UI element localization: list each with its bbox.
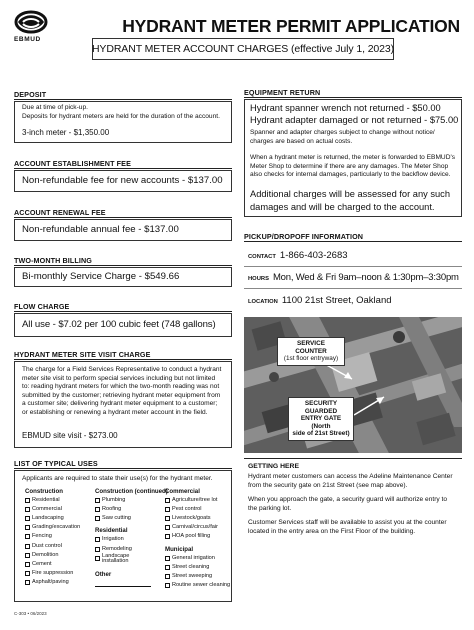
- uses-commercial-head: Commercial: [165, 488, 200, 495]
- use-option[interactable]: General irrigation: [165, 554, 230, 563]
- flow-rule: [14, 311, 232, 312]
- security-gate-callout: SECURITY GUARDED ENTRY GATE (North side of 21st Street): [288, 397, 354, 441]
- getting-here-p2: When you approach the gate, a security guard will authorize entry to the parking lot.: [248, 496, 448, 512]
- checkbox-icon[interactable]: [25, 534, 30, 539]
- use-option[interactable]: Irrigation: [95, 535, 168, 544]
- charges-note-line: charges are based on actual costs.: [250, 137, 353, 145]
- use-option[interactable]: Carnival/circus/fair: [165, 523, 230, 532]
- spanner-charge: Hydrant spanner wrench not returned - $50.00: [250, 103, 441, 113]
- getting-here-rule: [244, 458, 462, 459]
- use-option[interactable]: Livestock/goats: [165, 514, 230, 523]
- location-row: [248, 295, 392, 306]
- return-note-line: also checks for internal damages, particularly to the backflow device.: [250, 171, 451, 179]
- equipment-return-box: [244, 99, 462, 217]
- location-text: 1100 21st Street, Oakland: [281, 295, 392, 306]
- additional-charges: [250, 188, 450, 213]
- site-visit-line: submitted by the customer; retrieving hydrant meter equipment from: [22, 391, 221, 399]
- checkbox-icon[interactable]: [165, 516, 170, 521]
- deposit-amount: 3-inch meter - $1,350.00: [22, 128, 110, 137]
- billing-rule: [14, 265, 232, 266]
- site-visit-line: The charge for a Field Services Representative to conduct a hydrant: [22, 366, 222, 373]
- checkbox-icon[interactable]: [95, 498, 100, 503]
- checkbox-icon[interactable]: [25, 562, 30, 567]
- site-visit-description: [22, 366, 221, 418]
- site-visit-box: [14, 361, 232, 448]
- checkbox-icon[interactable]: [165, 565, 170, 570]
- checkbox-icon[interactable]: [25, 553, 30, 558]
- uses-instruction: Applicants are required to state their use(s) for the hydrant meter.: [22, 475, 213, 482]
- checkbox-icon[interactable]: [95, 556, 100, 561]
- billing-charge: Bi-monthly Service Charge - $549.66: [22, 271, 180, 282]
- use-option[interactable]: Asphalt/paving: [25, 578, 80, 587]
- site-visit-rule: [14, 359, 232, 360]
- checkbox-icon[interactable]: [25, 544, 30, 549]
- deposit-title: DEPOSIT: [14, 90, 47, 99]
- checkbox-icon[interactable]: [165, 574, 170, 579]
- getting-here-title: GETTING HERE: [248, 463, 299, 470]
- checkbox-icon[interactable]: [165, 525, 170, 530]
- checkbox-icon[interactable]: [25, 507, 30, 512]
- site-visit-amount: EBMUD site visit - $273.00: [22, 431, 118, 440]
- site-visit-title: HYDRANT METER SITE VISIT CHARGE: [14, 350, 151, 359]
- flow-charge: All use - $7.02 per 100 cubic feet (748 gallons): [22, 319, 216, 330]
- uses-column-commercial: [165, 487, 230, 590]
- page-title: HYDRANT METER PERMIT APPLICATION: [122, 16, 460, 36]
- hours-label: HOURS: [248, 276, 269, 282]
- charges-note-line: Spanner and adapter charges subject to change without notice/: [250, 129, 435, 136]
- logo-text: EBMUD: [14, 36, 41, 43]
- contact-label: CONTACT: [248, 254, 276, 260]
- hours-row: [248, 272, 459, 283]
- deposit-rule: [14, 99, 232, 100]
- contact-phone[interactable]: 1-866-403-2683: [279, 250, 348, 261]
- establishment-rule: [14, 168, 232, 169]
- checkbox-icon[interactable]: [95, 507, 100, 512]
- checkbox-icon[interactable]: [165, 498, 170, 503]
- adapter-charge: Hydrant adapter damaged or not returned - $75.00: [250, 115, 459, 125]
- ebmud-logo: [14, 10, 54, 46]
- use-option[interactable]: Fencing: [25, 532, 80, 541]
- hours-rule: [244, 288, 462, 289]
- use-option[interactable]: Dust control: [25, 542, 80, 551]
- use-option[interactable]: Agriculture/tree lot: [165, 496, 230, 505]
- flow-title: FLOW CHARGE: [14, 302, 70, 311]
- getting-here-box: [244, 459, 462, 602]
- checkbox-icon[interactable]: [95, 547, 100, 552]
- billing-title: TWO-MONTH BILLING: [14, 256, 92, 265]
- location-label: LOCATION: [248, 299, 278, 305]
- uses-construction-continued-head: Construction (continued): [95, 488, 168, 495]
- return-note-line: When a hydrant meter is returned, the meter is forwarded to EBMUD's: [250, 154, 456, 161]
- use-option[interactable]: Roofing: [95, 505, 168, 514]
- use-option[interactable]: Landscape installation: [95, 554, 168, 566]
- checkbox-icon[interactable]: [165, 556, 170, 561]
- site-visit-line: or establishing or renewing a hydrant meter account in the field.: [22, 408, 208, 416]
- site-visit-line: meter site visit to perform special services including but not limited: [22, 374, 216, 382]
- deposit-box: [14, 101, 232, 143]
- uses-other-head: Other: [95, 571, 112, 579]
- renewal-fee: Non-refundable annual fee - $137.00: [22, 224, 179, 235]
- uses-column-construction: [25, 487, 80, 587]
- use-option[interactable]: Street cleaning: [165, 563, 230, 572]
- checkbox-icon[interactable]: [165, 507, 170, 512]
- use-option[interactable]: Street sweeping: [165, 572, 230, 581]
- use-option[interactable]: Pest control: [165, 505, 230, 514]
- use-option[interactable]: Demolition: [25, 551, 80, 560]
- service-counter-callout: SERVICE COUNTER (1st floor entryway): [277, 337, 345, 366]
- checkbox-icon[interactable]: [25, 571, 30, 576]
- establishment-box: [14, 170, 232, 192]
- billing-box: [14, 267, 232, 287]
- use-option[interactable]: HOA pool filling: [165, 532, 230, 541]
- contact-row: [248, 250, 348, 261]
- uses-residential-head: Residential: [95, 527, 128, 535]
- site-visit-line: to: reading hydrant meters for which the two-month reading was not: [22, 383, 220, 391]
- equipment-return-rule: [244, 97, 462, 98]
- establishment-fee: Non-refundable fee for new accounts - $137.00: [22, 175, 223, 186]
- flow-box: [14, 313, 232, 337]
- site-visit-line: a customer site; delivering hydrant meter equipment to a customer;: [22, 400, 218, 408]
- use-option[interactable]: Fire suppression: [25, 569, 80, 578]
- renewal-box: [14, 219, 232, 241]
- use-option[interactable]: Grading/excavation: [25, 523, 80, 532]
- uses-title: LIST OF TYPICAL USES: [14, 459, 98, 468]
- form-code: C-303 • 06/2023: [14, 611, 47, 616]
- checkbox-icon[interactable]: [165, 534, 170, 539]
- charges-note: [250, 129, 435, 146]
- use-option[interactable]: Landscaping: [25, 514, 80, 523]
- uses-municipal-head: Municipal: [165, 545, 194, 553]
- checkbox-icon[interactable]: [25, 498, 30, 503]
- use-option[interactable]: Saw cutting: [95, 514, 168, 523]
- use-option[interactable]: Plumbing: [95, 496, 168, 505]
- contact-rule: [244, 266, 462, 267]
- use-option[interactable]: Residential: [25, 496, 80, 505]
- return-note-line: Meter Shop to determine if there are any damages. The Meter Shop: [250, 162, 449, 170]
- use-option[interactable]: Routine sewer cleaning: [165, 581, 230, 590]
- checkbox-icon[interactable]: [165, 583, 170, 588]
- charges-subtitle: HYDRANT METER ACCOUNT CHARGES (effective July 1, 2023): [92, 38, 394, 60]
- getting-here-p1: Hydrant meter customers can access the Adeline Maintenance Center from the security gate on 21st Street (see map above).: [248, 473, 453, 489]
- location-map: [244, 317, 462, 453]
- renewal-title: ACCOUNT RENEWAL FEE: [14, 208, 106, 217]
- renewal-rule: [14, 217, 232, 218]
- getting-here-p3: Customer Services staff will be available to assist you at the counter located in the entry area on the First Floor of the building.: [248, 519, 447, 535]
- equipment-return-title: EQUIPMENT RETURN: [244, 88, 321, 97]
- checkbox-icon[interactable]: [25, 580, 30, 585]
- uses-box: [14, 470, 232, 602]
- establishment-title: ACCOUNT ESTABLISHMENT FEE: [14, 159, 131, 168]
- checkbox-icon[interactable]: [25, 516, 30, 521]
- return-note: [250, 154, 455, 180]
- use-option[interactable]: Commercial: [25, 505, 80, 514]
- checkbox-icon[interactable]: [25, 525, 30, 530]
- additional-charges-line: damages and will be charged to the account.: [250, 201, 435, 212]
- logo-mark-icon: [14, 10, 48, 36]
- uses-other-field[interactable]: [95, 579, 151, 587]
- deposit-line-2: Deposits for hydrant meters are held for the duration of the account.: [22, 113, 220, 120]
- pickup-rule: [244, 241, 462, 242]
- uses-construction-head: Construction: [25, 488, 63, 495]
- checkbox-icon[interactable]: [95, 537, 100, 542]
- use-option[interactable]: Cement: [25, 560, 80, 569]
- deposit-line-1: Due at time of pick-up.: [22, 104, 88, 111]
- pickup-title: PICKUP/DROPOFF INFORMATION: [244, 232, 364, 241]
- hours-text: Mon, Wed & Fri 9am–noon & 1:30pm–3:30pm: [272, 272, 459, 283]
- uses-column-construction-continued: [95, 487, 168, 587]
- additional-charges-line: Additional charges will be assessed for any such: [250, 189, 450, 199]
- checkbox-icon[interactable]: [95, 516, 100, 521]
- use-option[interactable]: Remodeling: [95, 545, 168, 554]
- uses-rule: [14, 468, 232, 469]
